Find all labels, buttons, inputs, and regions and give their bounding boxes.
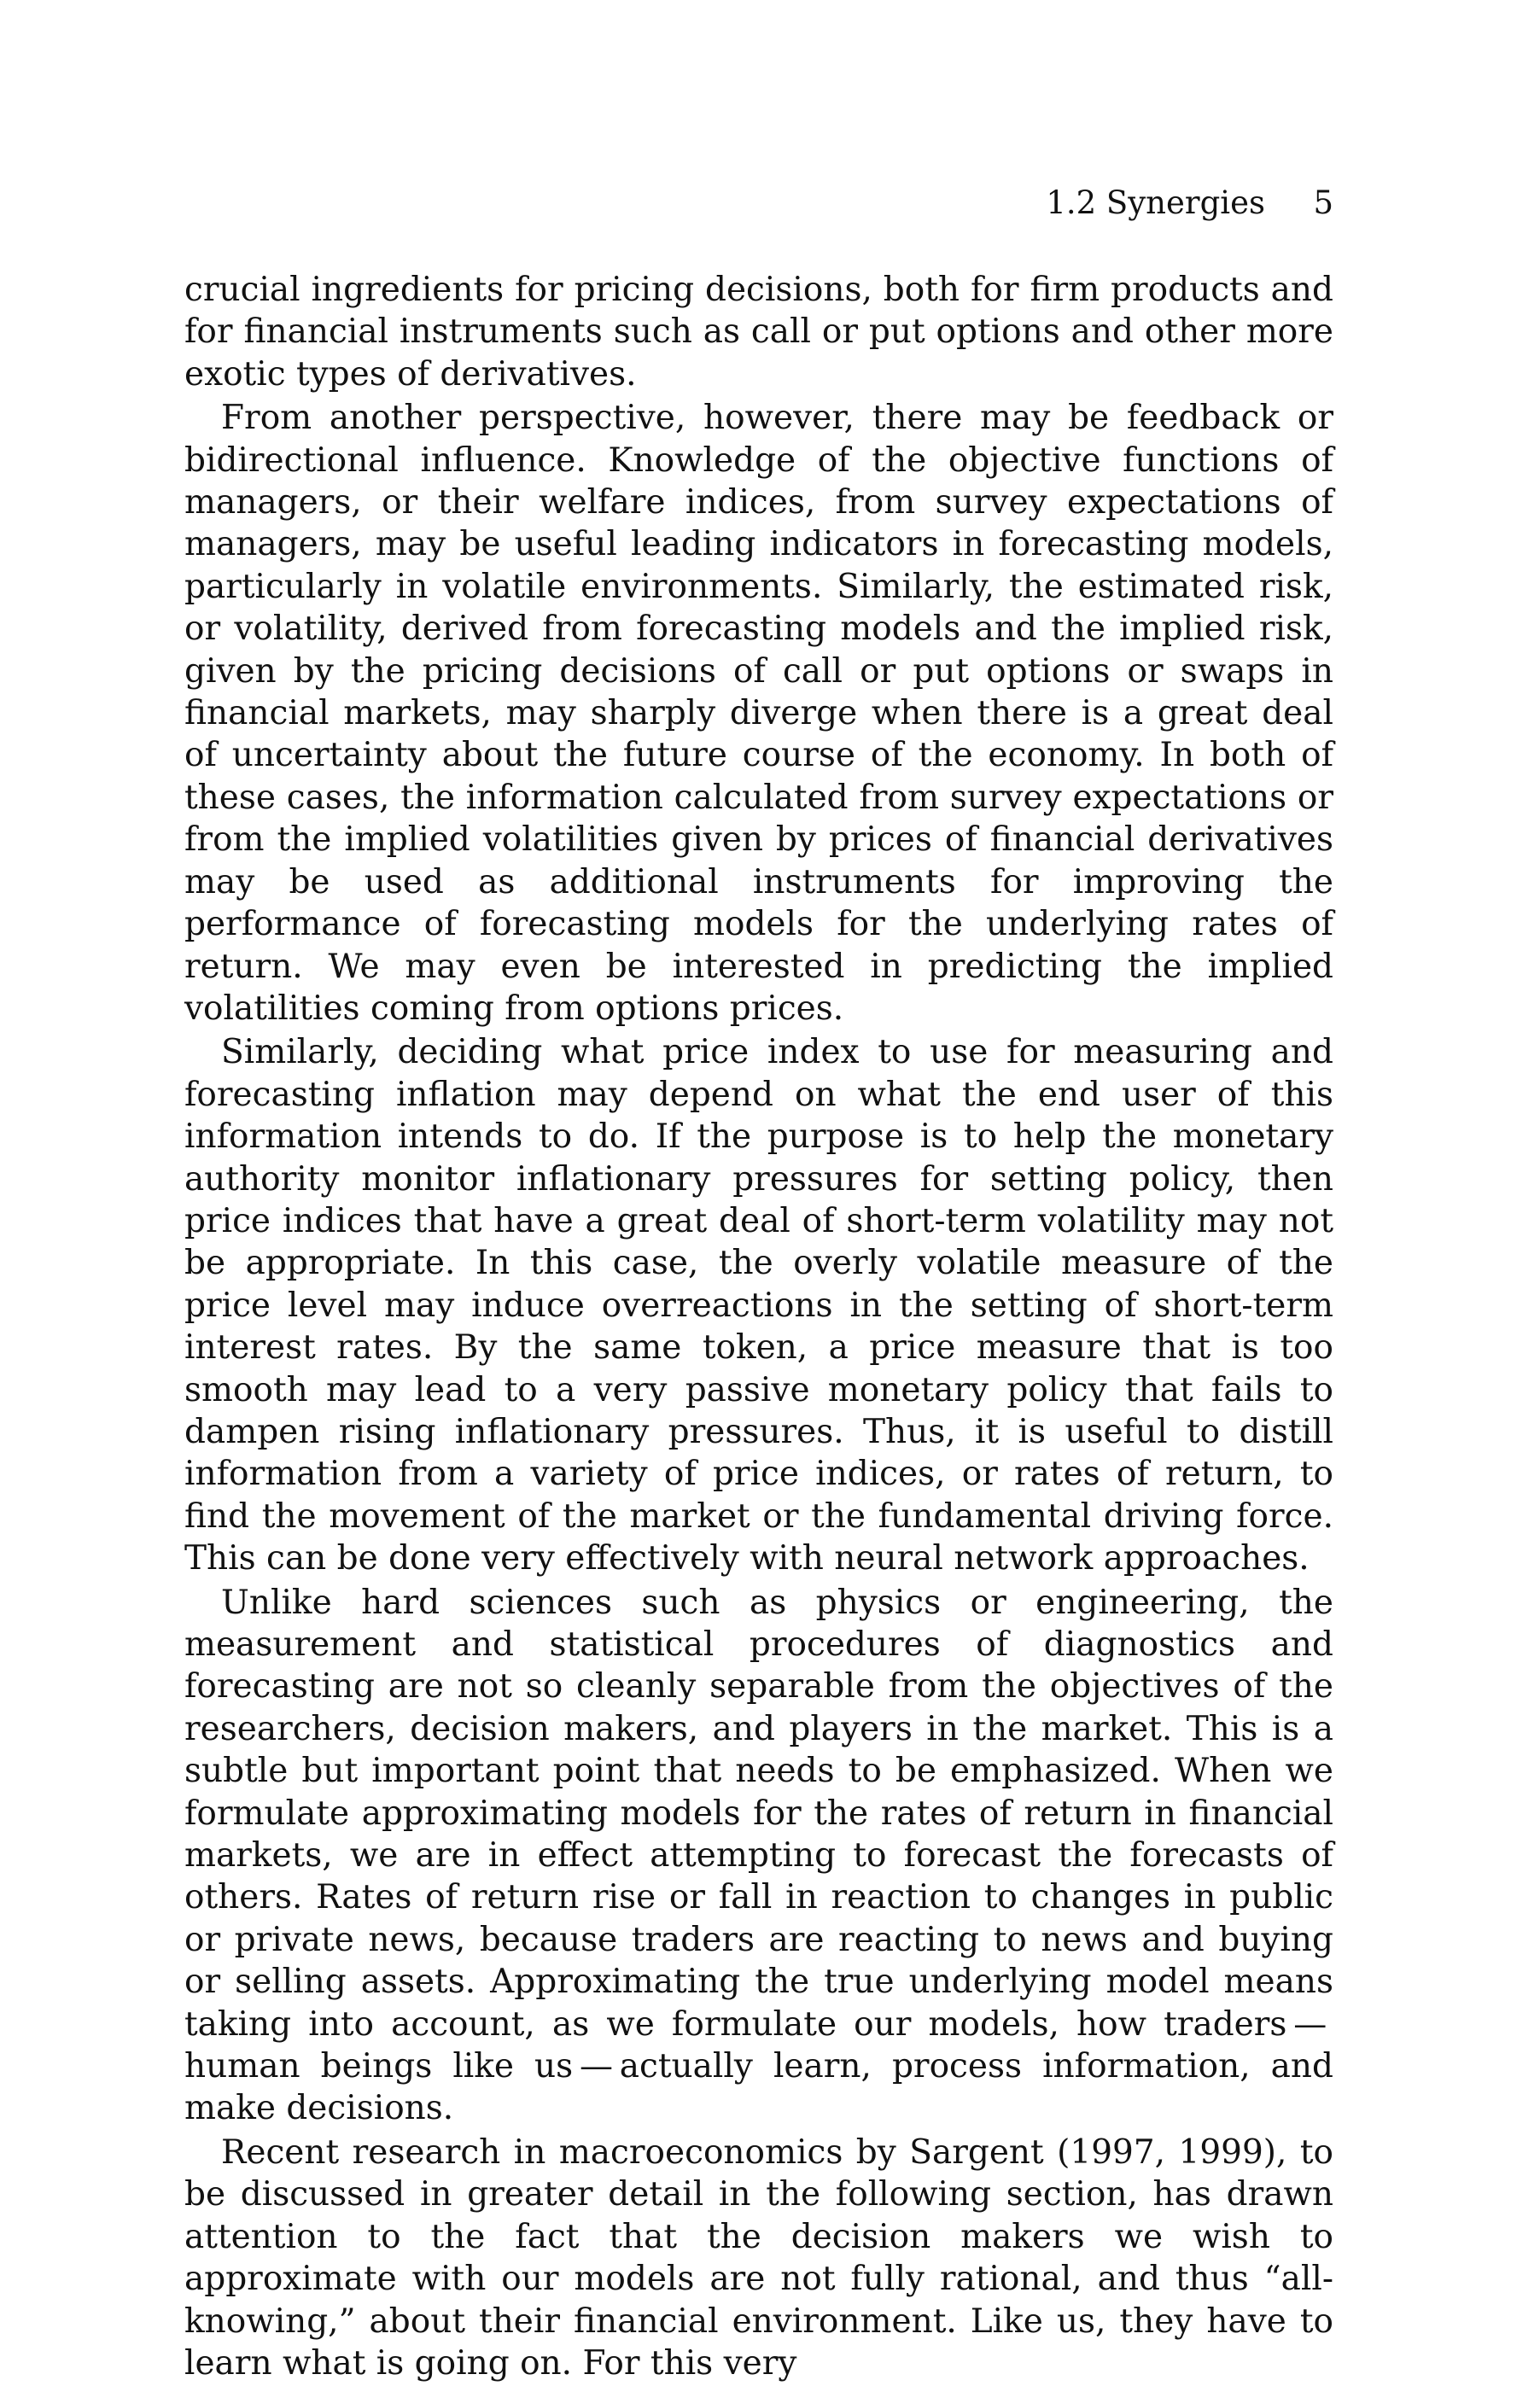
page-number: 5 [1313,184,1333,221]
body-text [184,269,1333,2386]
paragraph-feedback: From another perspective, however, there may be feedback or bidirectional influence. Knowledge of the objective functions of managers, or their welfare indices, from survey expectations of managers, may be useful leading indicators in forecasting models, particularly in volatile environments. Similarly, the estimated risk, or volatility, derived from forecasting models and the implied risk, given by the pricing decisions of call or put options or swaps in financial markets, may sharply diverge when there is a great deal of uncertainty about the future course of the economy. In both of these cases, the information calculated from survey expectations or from the implied volatilities given by prices of financial derivatives may be used as additional instruments for improving the performance of forecasting models for the underlying rates of return. We may even be interested in predicting the implied volatilities coming from options prices. [184,399,1333,1028]
paragraph-continued: crucial ingredients for pricing decisions, both for firm products and for financial instruments such as call or put options and other more exotic types of derivatives. [184,271,1333,394]
paragraph-sargent: Recent research in macroeconomics by Sargent (1997, 1999), to be discussed in greater detail in the following section, has drawn attention to the fact that the decision makers we wish to approximate with our models are not fully rational, and thus “all-knowing,” about their financial environment. Like us, they have to learn what is going on. For this very [184,2132,1333,2383]
running-head-section-title: 1.2 Synergies [1046,184,1265,221]
running-head [184,179,1333,227]
paragraph-hard-sciences: Unlike hard sciences such as physics or engineering, the measurement and statistical procedures of diagnostics and forecasting are not so cleanly separable from the objectives of the researchers, decision makers, and players in the market. This is a subtle but important point that needs to be emphasized. When we formulate approximating models for the rates of return in financial markets, we are in effect attempting to forecast the forecasts of others. Rates of return rise or fall in reaction to changes in public or private news, because traders are reacting to news and buying or selling assets. Approximating the true underlying model means taking into account, as we formulate our models, how traders — human beings like us — actually learn, process information, and make decisions. [184,1583,1333,2128]
paragraph-price-index: Similarly, deciding what price index to use for measuring and forecasting inflation may depend on what the end user of this information intends to do. If the purpose is to help the monetary authority monitor inflationary pressures for setting policy, then price indices that have a great deal of short-term volatility may not be appropriate. In this case, the overly volatile measure of the price level may induce overreactions in the setting of short-term interest rates. By the same token, a price measure that is too smooth may lead to a very passive monetary policy that fails to dampen rising inflationary pressures. Thus, it is useful to distill information from a variety of price indices, or rates of return, to find the movement of the market or the fundamental driving force. This can be done very effectively with neural network approaches. [184,1033,1333,1578]
